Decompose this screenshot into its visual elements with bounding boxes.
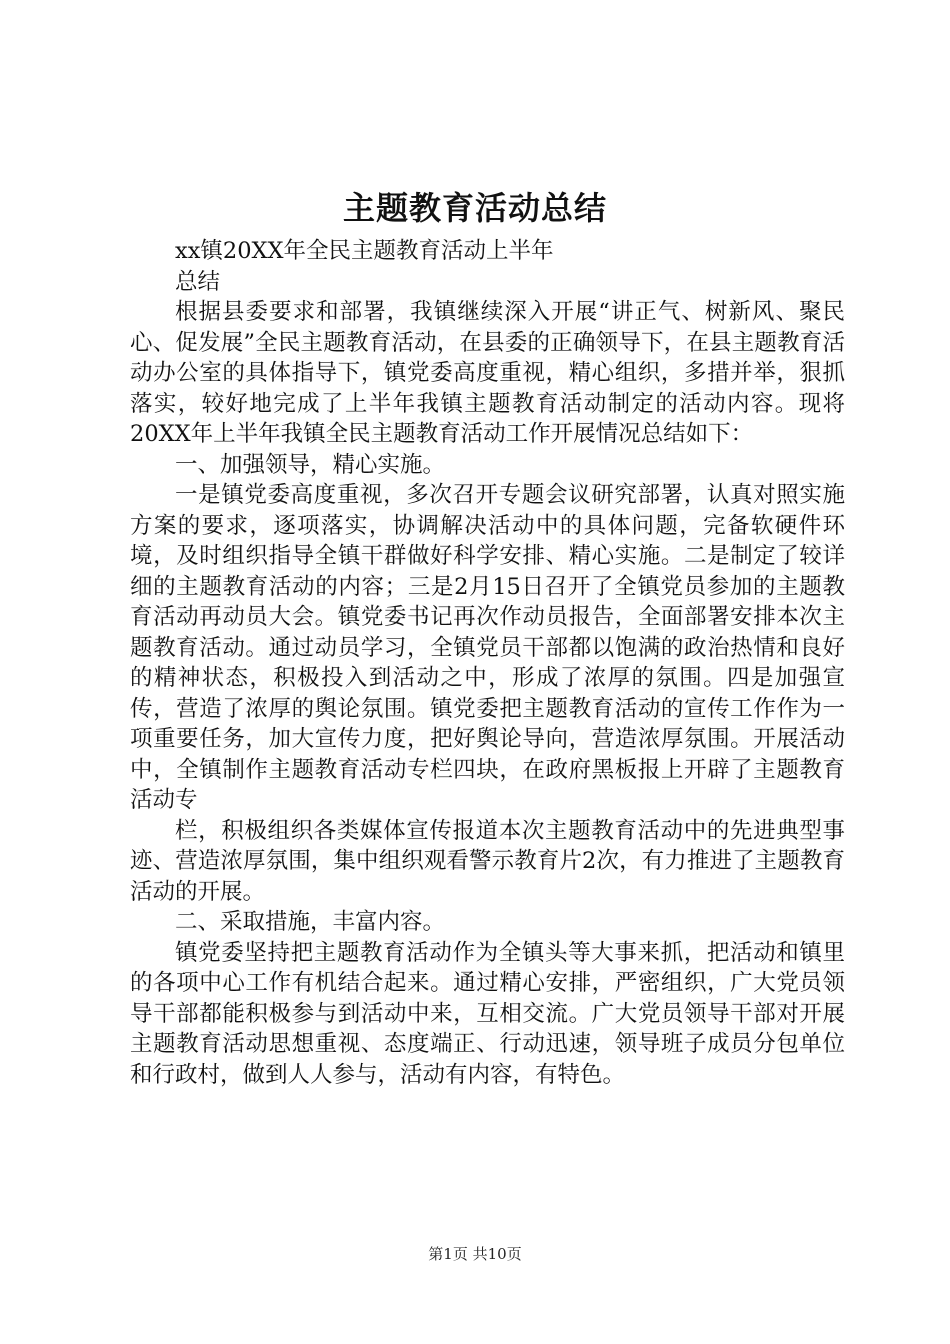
intro-paragraph: 根据县委要求和部署，我镇继续深入开展“讲正气、树新风、聚民心、促发展”全民主题教育活动，在县委的正确领导下，在县主题教育活动办公室的具体指导下，镇党委高度重视，精心组织，多措并举，狠抓落实，较好地完成了上半年我镇主题教育活动制定的活动内容。现将20XX年上半年我镇全民主题教育活动工作开展情况总结如下： bbox=[130, 299, 845, 447]
subtitle-line-2: 总结 bbox=[175, 268, 221, 295]
section-heading-1: 一、加强领导，精心实施。 bbox=[175, 451, 446, 478]
section-1-paragraph: 一是镇党委高度重视，多次召开专题会议研究部署，认真对照实施方案的要求，逐项落实，协调解决活动中的具体问题，完备软硬件环境，及时组织指导全镇干群做好科学安排、精心实施。二是制定了较详细的主题教育活动的内容；三是2月15日召开了全镇党员参加的主题教育活动再动员大会。镇党委书记再次作动员报告，全面部署安排本次主题教育活动。通过动员学习，全镇党员干部都以饱满的政治热情和良好的精神状态，积极投入到活动之中，形成了浓厚的氛围。四是加强宣传，营造了浓厚的舆论氛围。镇党委把主题教育活动的宣传工作作为一项重要任务，加大宣传力度，把好舆论导向，营造浓厚氛围。开展活动中，全镇制作主题教育活动专栏四块，在政府黑板报上开辟了主题教育活动专 bbox=[130, 482, 845, 813]
document-body bbox=[130, 236, 845, 1090]
section-1-continuation: 栏，积极组织各类媒体宣传报道本次主题教育活动中的先进典型事迹、营造浓厚氛围，集中组织观看警示教育片2次，有力推进了主题教育活动的开展。 bbox=[130, 817, 845, 905]
page-number-footer: 第1页 共10页 bbox=[428, 1245, 522, 1263]
section-2-paragraph: 镇党委坚持把主题教育活动作为全镇头等大事来抓，把活动和镇里的各项中心工作有机结合起来。通过精心安排，严密组织，广大党员领导干部都能积极参与到活动中来，互相交流。广大党员领导干部对开展主题教育活动思想重视、态度端正、行动迅速，领导班子成员分包单位和行政村，做到人人参与，活动有内容，有特色。 bbox=[130, 939, 845, 1088]
document-title: 主题教育活动总结 bbox=[342, 189, 607, 227]
subtitle-line-1: xx镇20XX年全民主题教育活动上半年 bbox=[175, 238, 554, 264]
section-heading-2: 二、采取措施，丰富内容。 bbox=[175, 909, 446, 935]
